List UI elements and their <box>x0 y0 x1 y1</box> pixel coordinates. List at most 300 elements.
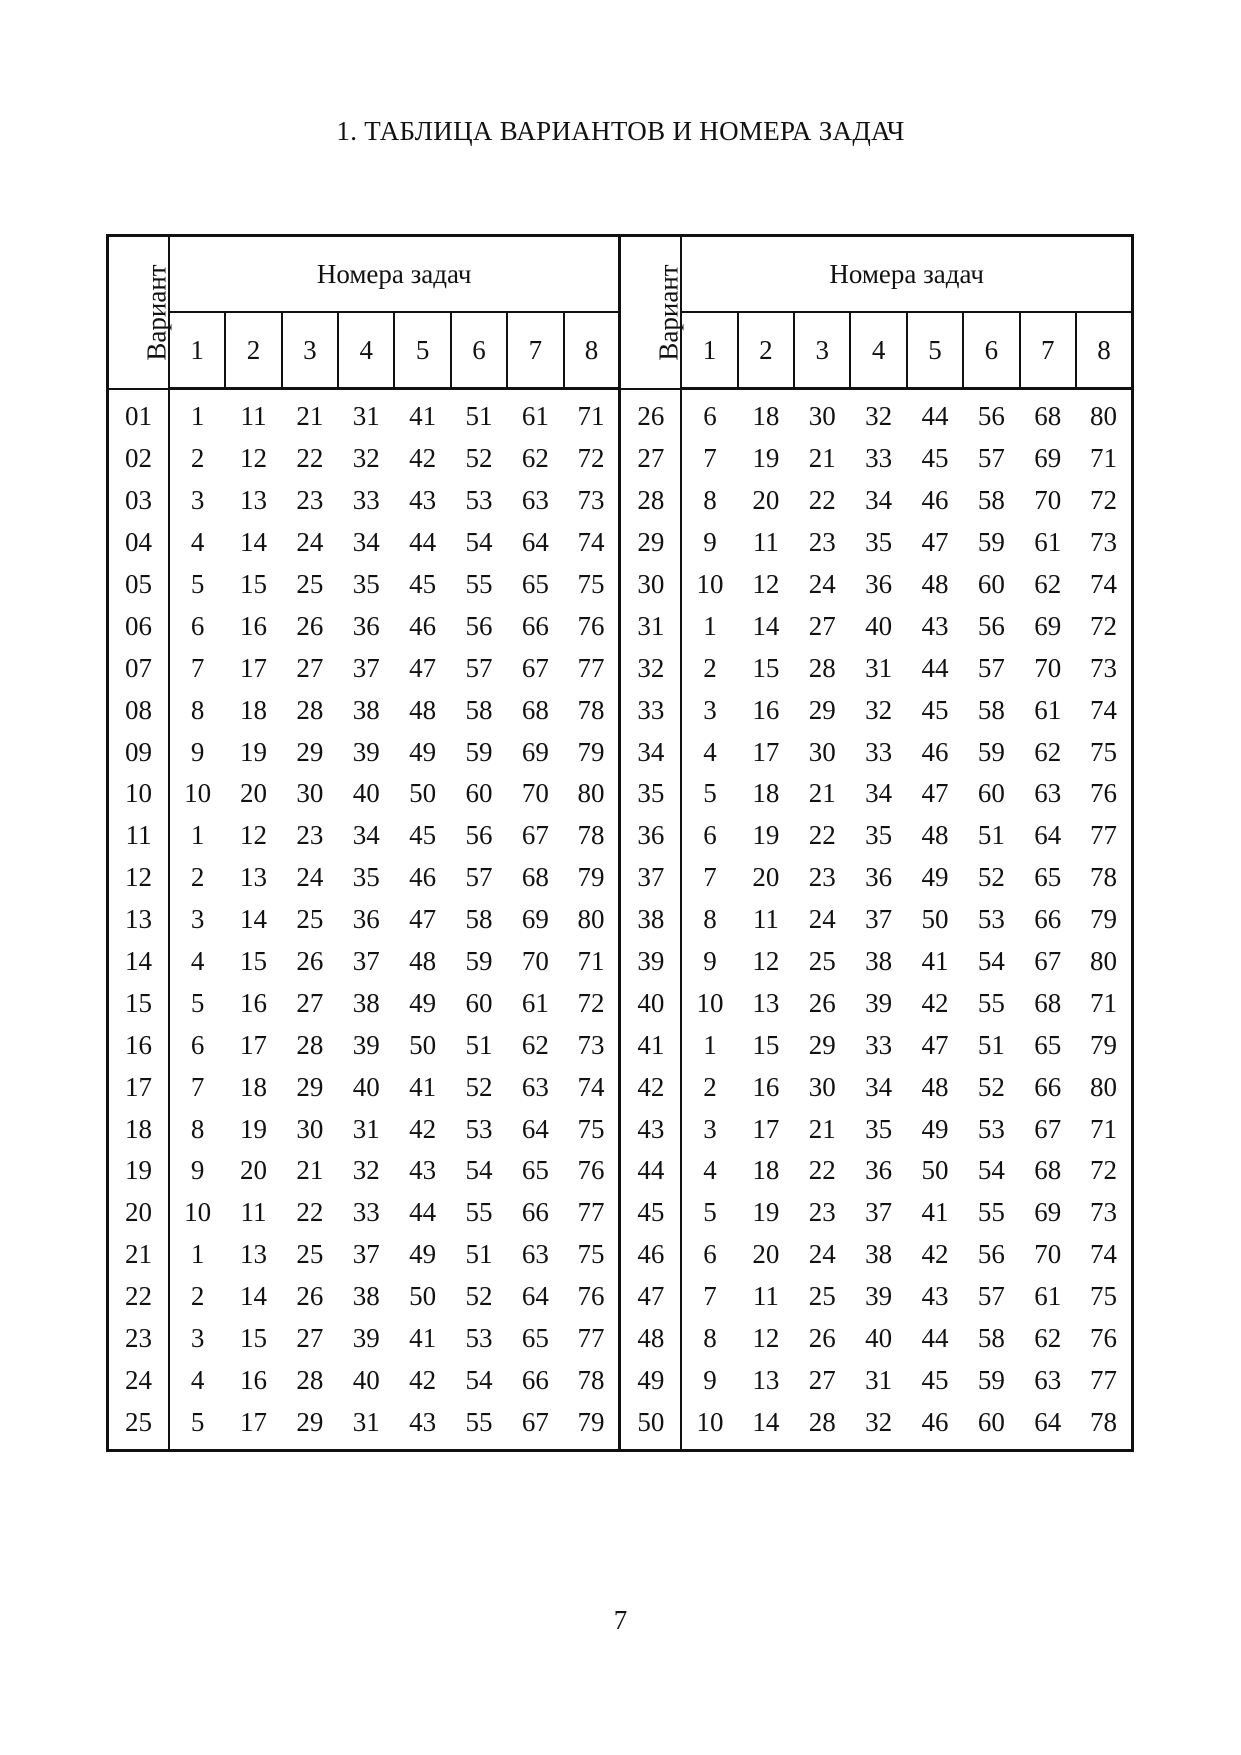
task-number-cell: 63 <box>1034 778 1062 809</box>
task-number-cell: 20 <box>239 778 267 809</box>
table-row <box>108 773 1133 815</box>
task-number-cell: 54 <box>465 527 493 558</box>
variant-cell: 11 <box>108 815 169 857</box>
page-number: 7 <box>613 1605 628 1635</box>
task-number-cell: 38 <box>865 946 893 977</box>
task-number-cell: 59 <box>977 527 1005 558</box>
task-number-cell: 5 <box>703 1197 717 1228</box>
task-number-cell: 61 <box>1034 694 1062 725</box>
task-number-cell: 2 <box>703 652 717 683</box>
task-number-cell: 79 <box>577 1406 605 1437</box>
variant-cell: 49 <box>620 1359 681 1401</box>
task-number-cell: 62 <box>521 1029 549 1060</box>
task-number-cell: 77 <box>577 652 605 683</box>
task-number-cell: 25 <box>808 946 836 977</box>
task-number-cell: 65 <box>521 1155 549 1186</box>
task-number-cell: 31 <box>865 652 893 683</box>
variant-cell: 42 <box>620 1066 681 1108</box>
task-number-cell: 6 <box>703 1239 717 1270</box>
variant-header-left <box>108 236 172 389</box>
task-number-cell: 50 <box>921 1155 949 1186</box>
task-number-cell: 35 <box>865 820 893 851</box>
task-number-cell: 13 <box>239 862 267 893</box>
task-number-cell: 35 <box>865 1113 893 1144</box>
task-number-cell: 63 <box>521 1239 549 1270</box>
task-number-cell: 62 <box>521 443 549 474</box>
task-number-cell: 31 <box>865 1364 893 1395</box>
task-number-cell: 23 <box>808 1197 836 1228</box>
task-number-cell: 39 <box>352 736 380 767</box>
task-number-cell: 55 <box>465 1197 493 1228</box>
task-number-cell: 12 <box>752 946 780 977</box>
task-number-cell: 19 <box>239 1113 267 1144</box>
task-number-cell: 17 <box>239 1406 267 1437</box>
task-number-cell: 57 <box>977 1281 1005 1312</box>
task-number-cell: 42 <box>409 1113 437 1144</box>
task-number-cell: 17 <box>239 1029 267 1060</box>
task-number-cell: 13 <box>239 1239 267 1270</box>
task-number-cell: 53 <box>465 1323 493 1354</box>
task-number-cell: 48 <box>409 694 437 725</box>
task-number-cell: 54 <box>465 1155 493 1186</box>
task-number-cell: 28 <box>296 694 324 725</box>
task-number-cell: 5 <box>703 778 717 809</box>
table-row <box>108 941 1133 983</box>
task-number-cell: 65 <box>521 1323 549 1354</box>
table-row <box>108 815 1133 857</box>
task-number-cell: 70 <box>521 946 549 977</box>
variant-cell: 25 <box>108 1401 169 1450</box>
task-number-cell: 72 <box>577 987 605 1018</box>
task-number-cell: 50 <box>409 778 437 809</box>
task-number-cell: 34 <box>352 527 380 558</box>
table-row <box>108 564 1133 606</box>
task-number-cell: 34 <box>352 820 380 851</box>
variant-header-right <box>620 236 685 389</box>
table-row <box>108 1108 1133 1150</box>
task-number-cell: 33 <box>865 736 893 767</box>
variant-cell: 46 <box>620 1234 681 1276</box>
task-number-cell: 64 <box>1034 820 1062 851</box>
task-number-cell: 25 <box>808 1281 836 1312</box>
task-number-cell: 52 <box>465 443 493 474</box>
task-number-cell: 75 <box>1089 1281 1117 1312</box>
variant-cell: 48 <box>620 1318 681 1360</box>
task-number-cell: 25 <box>296 569 324 599</box>
task-number-cell: 44 <box>921 401 949 432</box>
task-number-cell: 42 <box>409 443 437 474</box>
task-number-cell: 78 <box>577 694 605 725</box>
task-number-cell: 27 <box>808 1364 836 1395</box>
task-number-cell: 63 <box>521 1071 549 1102</box>
task-column-header-left-8: 8 <box>564 312 620 389</box>
variant-cell: 03 <box>108 480 169 522</box>
task-number-cell: 45 <box>921 443 949 474</box>
task-number-cell: 9 <box>190 1155 205 1186</box>
variants-table <box>106 234 1134 1452</box>
task-number-cell: 70 <box>521 778 549 809</box>
task-number-cell: 49 <box>409 1239 437 1270</box>
task-number-cell: 10 <box>696 569 724 599</box>
task-number-cell: 43 <box>921 1281 949 1312</box>
task-number-cell: 57 <box>465 862 493 893</box>
task-number-cell: 54 <box>465 1364 493 1395</box>
variant-cell: 41 <box>620 1024 681 1066</box>
task-number-cell: 75 <box>577 1113 605 1144</box>
task-number-cell: 6 <box>703 401 717 432</box>
task-number-cell: 4 <box>190 527 205 558</box>
task-number-cell: 28 <box>808 1406 836 1437</box>
task-number-cell: 10 <box>184 1197 212 1228</box>
task-number-cell: 12 <box>752 569 780 599</box>
task-column-header-right-3: 3 <box>794 312 850 389</box>
task-number-cell: 21 <box>808 443 836 474</box>
task-number-cell: 15 <box>752 652 780 683</box>
task-column-header-right-1: 1 <box>681 312 737 389</box>
task-number-cell: 18 <box>752 1155 780 1186</box>
task-number-cell: 63 <box>1034 1364 1062 1395</box>
variant-cell: 06 <box>108 605 169 647</box>
variant-cell: 36 <box>620 815 681 857</box>
tasks-header-left: Номера задач <box>169 236 620 313</box>
task-number-cell: 22 <box>808 820 836 851</box>
task-number-cell: 77 <box>577 1197 605 1228</box>
task-number-cell: 17 <box>752 736 780 767</box>
task-number-cell: 3 <box>703 694 717 725</box>
task-number-cell: 48 <box>921 1071 949 1102</box>
variant-cell: 01 <box>108 389 169 438</box>
task-number-cell: 22 <box>296 1197 324 1228</box>
task-number-cell: 43 <box>409 1406 437 1437</box>
table-row <box>108 438 1133 480</box>
task-number-cell: 31 <box>352 401 380 432</box>
variant-cell: 32 <box>620 647 681 689</box>
variant-cell: 20 <box>108 1192 169 1234</box>
task-number-cell: 73 <box>1089 1197 1117 1228</box>
task-number-cell: 67 <box>521 1406 549 1437</box>
variant-cell: 16 <box>108 1024 169 1066</box>
task-number-cell: 64 <box>521 1281 549 1312</box>
task-number-cell: 30 <box>808 1071 836 1102</box>
task-number-cell: 6 <box>703 820 717 851</box>
task-number-cell: 79 <box>577 736 605 767</box>
task-number-cell: 58 <box>977 1323 1005 1354</box>
task-number-cell: 79 <box>1089 1029 1117 1060</box>
task-number-cell: 4 <box>190 1364 205 1395</box>
task-number-cell: 1 <box>190 401 205 432</box>
task-number-cell: 26 <box>296 1281 324 1312</box>
task-number-cell: 57 <box>977 443 1005 474</box>
table-row <box>108 689 1133 731</box>
task-number-cell: 27 <box>808 610 836 641</box>
task-number-cell: 31 <box>352 1406 380 1437</box>
task-number-cell: 40 <box>865 1323 893 1354</box>
variant-cell: 13 <box>108 899 169 941</box>
task-number-cell: 24 <box>296 527 324 558</box>
task-number-cell: 43 <box>409 1155 437 1186</box>
task-number-cell: 39 <box>352 1323 380 1354</box>
task-column-header-left-3: 3 <box>282 312 338 389</box>
task-number-cell: 68 <box>521 862 549 893</box>
task-number-cell: 3 <box>190 904 205 935</box>
variant-cell: 50 <box>620 1401 681 1450</box>
task-column-header-left-6: 6 <box>451 312 507 389</box>
task-number-cell: 73 <box>577 1029 605 1060</box>
table-row <box>108 1276 1133 1318</box>
task-number-cell: 44 <box>409 1197 437 1228</box>
task-number-cell: 78 <box>1089 1406 1117 1437</box>
task-number-cell: 29 <box>808 1029 836 1060</box>
task-number-cell: 56 <box>465 610 493 641</box>
task-number-cell: 33 <box>352 485 380 516</box>
variant-header-label: Вариант <box>141 264 172 361</box>
task-number-cell: 41 <box>921 946 949 977</box>
task-number-cell: 3 <box>190 1323 205 1354</box>
task-number-cell: 74 <box>577 527 605 558</box>
task-number-cell: 71 <box>1089 443 1117 474</box>
task-number-cell: 62 <box>1034 736 1062 767</box>
task-number-cell: 76 <box>577 1155 605 1186</box>
task-number-cell: 61 <box>521 401 549 432</box>
task-number-cell: 52 <box>465 1281 493 1312</box>
task-number-cell: 60 <box>977 778 1005 809</box>
task-number-cell: 51 <box>465 1239 493 1270</box>
variant-cell: 43 <box>620 1108 681 1150</box>
task-number-cell: 44 <box>921 652 949 683</box>
task-number-cell: 1 <box>703 1029 717 1060</box>
variant-cell: 05 <box>108 564 169 606</box>
task-number-cell: 7 <box>190 1071 205 1102</box>
variant-cell: 09 <box>108 731 169 773</box>
variant-cell: 35 <box>620 773 681 815</box>
task-number-cell: 78 <box>577 1364 605 1395</box>
task-number-cell: 8 <box>703 485 717 516</box>
table-row <box>108 522 1133 564</box>
task-number-cell: 24 <box>808 1239 836 1270</box>
task-number-cell: 18 <box>239 694 267 725</box>
task-number-cell: 73 <box>1089 652 1117 683</box>
variant-cell: 27 <box>620 438 681 480</box>
variant-cell: 37 <box>620 857 681 899</box>
task-number-cell: 47 <box>409 904 437 935</box>
task-number-cell: 40 <box>352 1364 380 1395</box>
task-number-cell: 60 <box>465 987 493 1018</box>
task-number-cell: 66 <box>521 1197 549 1228</box>
task-number-cell: 71 <box>1089 1113 1117 1144</box>
task-number-cell: 10 <box>696 1406 724 1437</box>
task-number-cell: 16 <box>239 1364 267 1395</box>
task-number-cell: 25 <box>296 904 324 935</box>
task-number-cell: 29 <box>296 736 324 767</box>
task-number-cell: 28 <box>296 1029 324 1060</box>
task-number-cell: 34 <box>865 778 893 809</box>
task-number-cell: 69 <box>1034 443 1062 474</box>
task-number-cell: 47 <box>921 527 949 558</box>
task-number-cell: 69 <box>521 904 549 935</box>
table-row <box>108 1234 1133 1276</box>
task-number-cell: 23 <box>808 527 836 558</box>
task-number-cell: 16 <box>752 1071 780 1102</box>
variant-cell: 40 <box>620 982 681 1024</box>
task-number-cell: 2 <box>703 1071 717 1102</box>
task-column-header-right-7: 7 <box>1020 312 1076 389</box>
task-number-cell: 65 <box>521 569 549 599</box>
task-number-cell: 74 <box>577 1071 605 1102</box>
task-number-cell: 80 <box>577 904 605 935</box>
table-row <box>108 1401 1133 1450</box>
task-number-cell: 47 <box>409 652 437 683</box>
task-number-cell: 48 <box>409 946 437 977</box>
task-number-cell: 15 <box>752 1029 780 1060</box>
task-number-cell: 80 <box>1089 1071 1117 1102</box>
task-number-cell: 76 <box>1089 1323 1117 1354</box>
task-number-cell: 55 <box>977 987 1005 1018</box>
task-number-cell: 51 <box>977 1029 1005 1060</box>
task-number-cell: 58 <box>465 904 493 935</box>
task-number-cell: 20 <box>239 1155 267 1186</box>
task-number-cell: 67 <box>1034 1113 1062 1144</box>
task-number-cell: 26 <box>296 946 324 977</box>
task-number-cell: 69 <box>1034 610 1062 641</box>
task-number-cell: 26 <box>808 987 836 1018</box>
task-column-header-left-4: 4 <box>338 312 394 389</box>
task-number-cell: 76 <box>1089 778 1117 809</box>
task-number-cell: 32 <box>352 443 380 474</box>
task-number-cell: 18 <box>239 1071 267 1102</box>
task-number-cell: 68 <box>1034 987 1062 1018</box>
task-number-cell: 51 <box>977 820 1005 851</box>
task-number-cell: 75 <box>1089 736 1117 767</box>
task-number-cell: 54 <box>977 946 1005 977</box>
task-number-cell: 67 <box>1034 946 1062 977</box>
task-number-cell: 59 <box>977 1364 1005 1395</box>
task-number-cell: 53 <box>977 1113 1005 1144</box>
task-number-cell: 36 <box>865 569 893 599</box>
task-number-cell: 71 <box>577 946 605 977</box>
task-number-cell: 71 <box>1089 987 1117 1018</box>
task-number-cell: 33 <box>865 1029 893 1060</box>
task-number-cell: 5 <box>190 569 205 599</box>
variant-cell: 26 <box>620 389 681 438</box>
task-number-cell: 45 <box>409 820 437 851</box>
task-column-header-right-4: 4 <box>850 312 906 389</box>
task-number-cell: 11 <box>240 401 267 432</box>
task-number-cell: 32 <box>865 1406 893 1437</box>
task-number-cell: 38 <box>352 694 380 725</box>
task-number-cell: 33 <box>865 443 893 474</box>
task-number-cell: 21 <box>808 1113 836 1144</box>
task-number-cell: 13 <box>752 1364 780 1395</box>
task-number-cell: 32 <box>865 401 893 432</box>
task-number-cell: 55 <box>977 1197 1005 1228</box>
task-number-cell: 8 <box>703 1323 717 1354</box>
task-number-cell: 12 <box>239 443 267 474</box>
task-number-cell: 2 <box>190 443 205 474</box>
variant-cell: 45 <box>620 1192 681 1234</box>
task-number-cell: 8 <box>190 1113 205 1144</box>
task-number-cell: 59 <box>977 736 1005 767</box>
task-number-cell: 61 <box>1034 1281 1062 1312</box>
task-number-cell: 37 <box>352 946 380 977</box>
task-number-cell: 7 <box>190 652 205 683</box>
table-row <box>108 857 1133 899</box>
task-number-cell: 7 <box>703 1281 717 1312</box>
task-number-cell: 14 <box>239 904 267 935</box>
task-number-cell: 5 <box>190 987 205 1018</box>
task-number-cell: 18 <box>752 401 780 432</box>
task-number-cell: 66 <box>521 1364 549 1395</box>
task-number-cell: 42 <box>921 987 949 1018</box>
table-row <box>108 731 1133 773</box>
task-number-cell: 1 <box>190 1239 205 1270</box>
task-number-cell: 25 <box>296 1239 324 1270</box>
task-number-cell: 76 <box>577 610 605 641</box>
variant-cell: 22 <box>108 1276 169 1318</box>
task-number-cell: 2 <box>190 862 205 893</box>
variant-cell: 29 <box>620 522 681 564</box>
task-number-cell: 19 <box>752 443 780 474</box>
task-number-cell: 77 <box>1089 1364 1117 1395</box>
task-number-cell: 38 <box>352 1281 380 1312</box>
task-number-cell: 9 <box>703 527 717 558</box>
task-number-cell: 74 <box>1089 694 1117 725</box>
task-number-cell: 22 <box>808 1155 836 1186</box>
task-number-cell: 68 <box>1034 1155 1062 1186</box>
task-column-header-left-2: 2 <box>225 312 281 389</box>
task-number-cell: 52 <box>977 862 1005 893</box>
task-number-cell: 21 <box>296 401 324 432</box>
task-number-cell: 3 <box>190 485 205 516</box>
task-number-cell: 45 <box>921 1364 949 1395</box>
task-number-cell: 11 <box>752 904 779 935</box>
variant-cell: 24 <box>108 1359 169 1401</box>
variant-cell: 21 <box>108 1234 169 1276</box>
task-number-cell: 26 <box>808 1323 836 1354</box>
task-number-cell: 74 <box>1089 1239 1117 1270</box>
task-number-cell: 44 <box>921 1323 949 1354</box>
task-number-cell: 39 <box>865 1281 893 1312</box>
task-column-header-left-5: 5 <box>394 312 450 389</box>
task-number-cell: 66 <box>1034 1071 1062 1102</box>
variants-table-body <box>108 389 1133 1451</box>
variant-cell: 38 <box>620 899 681 941</box>
task-number-cell: 53 <box>465 485 493 516</box>
task-number-cell: 37 <box>352 652 380 683</box>
task-number-cell: 6 <box>190 1029 205 1060</box>
task-number-cell: 49 <box>921 1113 949 1144</box>
task-number-cell: 52 <box>977 1071 1005 1102</box>
variant-cell: 23 <box>108 1318 169 1360</box>
task-number-cell: 77 <box>1089 820 1117 851</box>
table-row <box>108 647 1133 689</box>
task-number-cell: 34 <box>865 1071 893 1102</box>
task-number-cell: 79 <box>577 862 605 893</box>
task-number-cell: 16 <box>752 694 780 725</box>
task-number-cell: 56 <box>977 610 1005 641</box>
task-number-cell: 47 <box>921 778 949 809</box>
task-number-cell: 42 <box>921 1239 949 1270</box>
task-number-cell: 37 <box>865 1197 893 1228</box>
task-number-cell: 39 <box>352 1029 380 1060</box>
table-row <box>108 1150 1133 1192</box>
task-number-cell: 14 <box>239 1281 267 1312</box>
task-number-cell: 73 <box>1089 527 1117 558</box>
task-number-cell: 37 <box>865 904 893 935</box>
task-number-cell: 20 <box>752 1239 780 1270</box>
task-number-cell: 17 <box>239 652 267 683</box>
task-number-cell: 7 <box>703 862 717 893</box>
task-number-cell: 10 <box>696 987 724 1018</box>
